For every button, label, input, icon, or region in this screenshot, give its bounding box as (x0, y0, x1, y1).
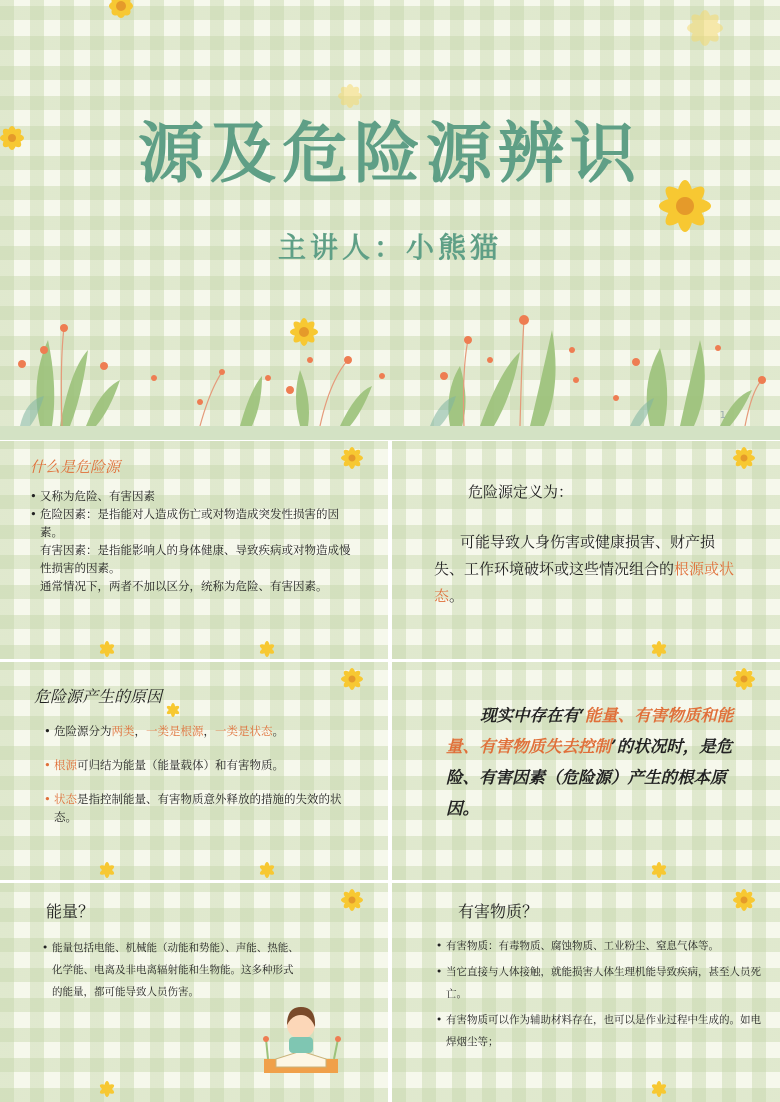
cover-slide (0, 0, 780, 440)
bullet-list (44, 722, 360, 826)
flower-icon (648, 1079, 670, 1099)
definition-end: 。 (449, 587, 465, 605)
quote-post: ’的状况时，是危险、有害因素（危险源）产生的根本原因。 (446, 737, 733, 818)
slide-hazard-causes (0, 662, 388, 880)
flower-icon (256, 639, 278, 659)
slide-heading: 什么是危险源 (30, 458, 121, 476)
slide-heading: 能量？ (46, 902, 95, 921)
quote-highlight: 能量、有害物质和能量、有害物质失去控制 (446, 706, 734, 756)
list-item: • 状态是指控制能量、有害物质意外释放的措施的失效的状态。 (44, 790, 360, 826)
flower-icon (648, 860, 670, 880)
slide-heading: 有害物质？ (458, 902, 539, 921)
bullet-list (30, 487, 356, 595)
slide-root-cause (392, 662, 780, 880)
definition-body (434, 529, 740, 610)
list-item: • 有害物质：有毒物质、腐蚀物质、工业粉尘、窒息气体等。 (436, 935, 766, 957)
definition-intro: 危险源定义为： (468, 483, 574, 501)
quote-pre: 现实中存在有‘ (480, 706, 585, 725)
flower-icon (256, 860, 278, 880)
list-item: • 有害物质可以作为辅助材料存在，也可以是作业过程中生成的。如电焊烟尘等； (436, 1009, 766, 1053)
flower-icon (648, 639, 670, 659)
list-item: • 又称为危险、有害因素 (30, 487, 356, 505)
flower-icon (728, 443, 760, 473)
root-cause-text (446, 700, 746, 824)
slide-harmful-substances (392, 883, 780, 1102)
slide-hazard-definition (392, 441, 780, 659)
list-item: • 当它直接与人体接触，就能损害人体生理机能导致疾病，甚至人员死亡。 (436, 961, 766, 1005)
flower-icon (95, 0, 147, 28)
flower-icon (675, 4, 735, 54)
flower-icon (336, 664, 368, 694)
speaker-line: 主讲人：小熊猫 (277, 231, 502, 264)
ground-strip (0, 426, 780, 440)
list-item: 通常情况下，两者不加以区分，统称为危险、有害因素。 (40, 579, 328, 593)
list-item: 有害因素：是指能影响人的身体健康、导致疾病或对物造成慢性损害的因素。 (40, 543, 351, 575)
definition-text: 可能导致人身伤害或健康损害、财产损失、工作环境破坏或这些情况组合的 (434, 533, 716, 578)
flower-icon (728, 664, 760, 694)
page-number: 1 (719, 410, 726, 421)
list-item: • 根源可归结为能量（能量载体）和有害物质。 (44, 756, 360, 774)
slide-what-is-hazard (0, 441, 388, 659)
list-item: • 危险源分为两类，一类是根源，一类是状态。 (44, 722, 360, 740)
energy-line-1: 能量包括电能、机械能（动能和势能）、声能、热能、 (52, 942, 299, 954)
energy-line-2: 化学能、电离及非电离辐射能和生物能。这多种形式 (52, 964, 294, 976)
slide-heading: 危险源产生的原因 (34, 687, 163, 706)
flower-icon (96, 1079, 118, 1099)
bullet-list (436, 935, 766, 1053)
list-item: • 危险因素：是指能对人造成伤亡或对物造成突发性损害的因素。 (30, 505, 356, 541)
flower-icon (96, 639, 118, 659)
reading-girl-icon (258, 995, 344, 1079)
flower-icon (336, 443, 368, 473)
definition-highlight: 根源或状态 (434, 560, 735, 605)
slide-energy (0, 883, 388, 1102)
energy-line-3: 的能量，都可能导致人员伤害。 (52, 986, 199, 998)
flower-icon (164, 702, 182, 718)
flower-icon (728, 885, 760, 915)
bullet-list (42, 937, 362, 1003)
flower-icon (336, 885, 368, 915)
grass-leaves-icon (0, 300, 780, 440)
flower-icon (96, 860, 118, 880)
cover-title: 源及危险源辨识 (138, 114, 642, 192)
list-item (42, 937, 362, 1003)
